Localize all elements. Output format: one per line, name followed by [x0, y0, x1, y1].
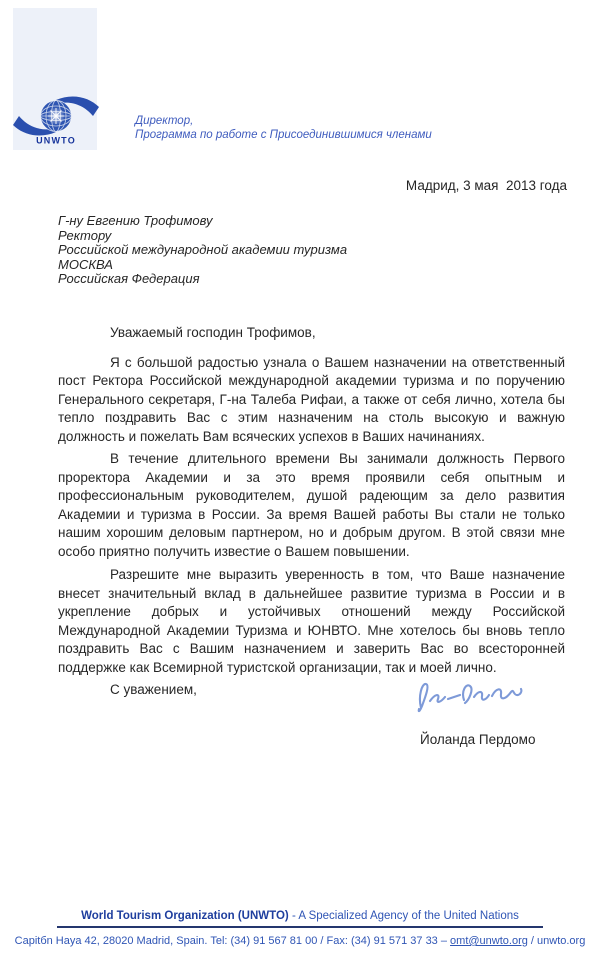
sender-title-line1: Директор, — [135, 115, 194, 127]
sender-title — [135, 114, 432, 142]
recipient-city: МОСКВА — [58, 256, 113, 272]
date-line: Мадрид, 3 мая 2013 года — [405, 178, 567, 193]
letter-body — [58, 324, 565, 700]
recipient-name: Г-ну Евгению Трофимову — [58, 213, 213, 228]
footer-org-line — [0, 910, 600, 922]
footer-org-name: World Tourism Organization (UNWTO) — [81, 910, 289, 922]
footer-org-tagline: - A Specialized Agency of the United Nations — [288, 910, 519, 922]
unwto-logo-acronym: UNWTO — [36, 135, 76, 146]
signer-name: Йоланда Пердомо — [420, 732, 536, 747]
footer-website: / unwto.org — [527, 935, 586, 947]
handwritten-signature — [412, 676, 530, 718]
recipient-position: Ректору — [58, 227, 112, 243]
closing: С уважением, — [110, 682, 197, 697]
footer-divider — [57, 926, 543, 928]
footer-email-link[interactable]: omt@unwto.org — [450, 935, 528, 947]
salutation: Уважаемый господин Трофимов, — [110, 325, 316, 340]
footer-address: Capitбn Haya 42, 28020 Madrid, Spain. Tel: (34) 91 567 81 00 / Fax: (34) 91 571 37 33 – — [14, 935, 451, 947]
paragraph-3: Разрешите мне выразить уверенность в том, что Ваше назначение внесет значительный вклад в дальнейшее развитие туризма в России и в укрепление добрых и устойчивых отношений между Российской Международной Академии Туризма и ЮНВТО. Мне хотелось бы вновь тепло поздравить Вас с Вашим назначением и заверить Вас во всесторонней поддержке как Всемирной туристской организации, так и моей лично. — [58, 567, 565, 675]
sender-title-line2: Программа по работе с Присоединившимися членами — [135, 129, 432, 141]
unwto-globe-icon — [10, 92, 102, 146]
recipient-address — [58, 214, 347, 287]
unwto-logo-box — [13, 8, 97, 150]
recipient-organization: Российской международной академии туризма — [58, 242, 348, 258]
footer — [0, 910, 600, 947]
recipient-country: Российская Федерация — [58, 271, 200, 287]
paragraph-1: Я с большой радостью узнала о Вашем назначении на ответственный пост Ректора Российской международной академии туризма и по поручению Генерального секретаря, Г-на Талеба Рифаи, а также от себя лично, хотела бы тепло поздравить Вас с этим назначеним на столь высокую и важную должность и пожелать Вам всяческих успехов в Ваших начинаниях. — [58, 354, 565, 444]
paragraph-2: В течение длительного времени Вы занимали должность Первого проректора Академии и за это время проявили себя опытным и профессиональным руководителем, душой радеющим за дело развития Академии и туризма в России. За время Вашей работы Вы стали не только нашим хорошим деловым партнером, но и добрым другом. В этой связи мне особо приятно получить известие о Вашем повышении. — [58, 451, 565, 559]
footer-contact-line — [0, 935, 600, 947]
